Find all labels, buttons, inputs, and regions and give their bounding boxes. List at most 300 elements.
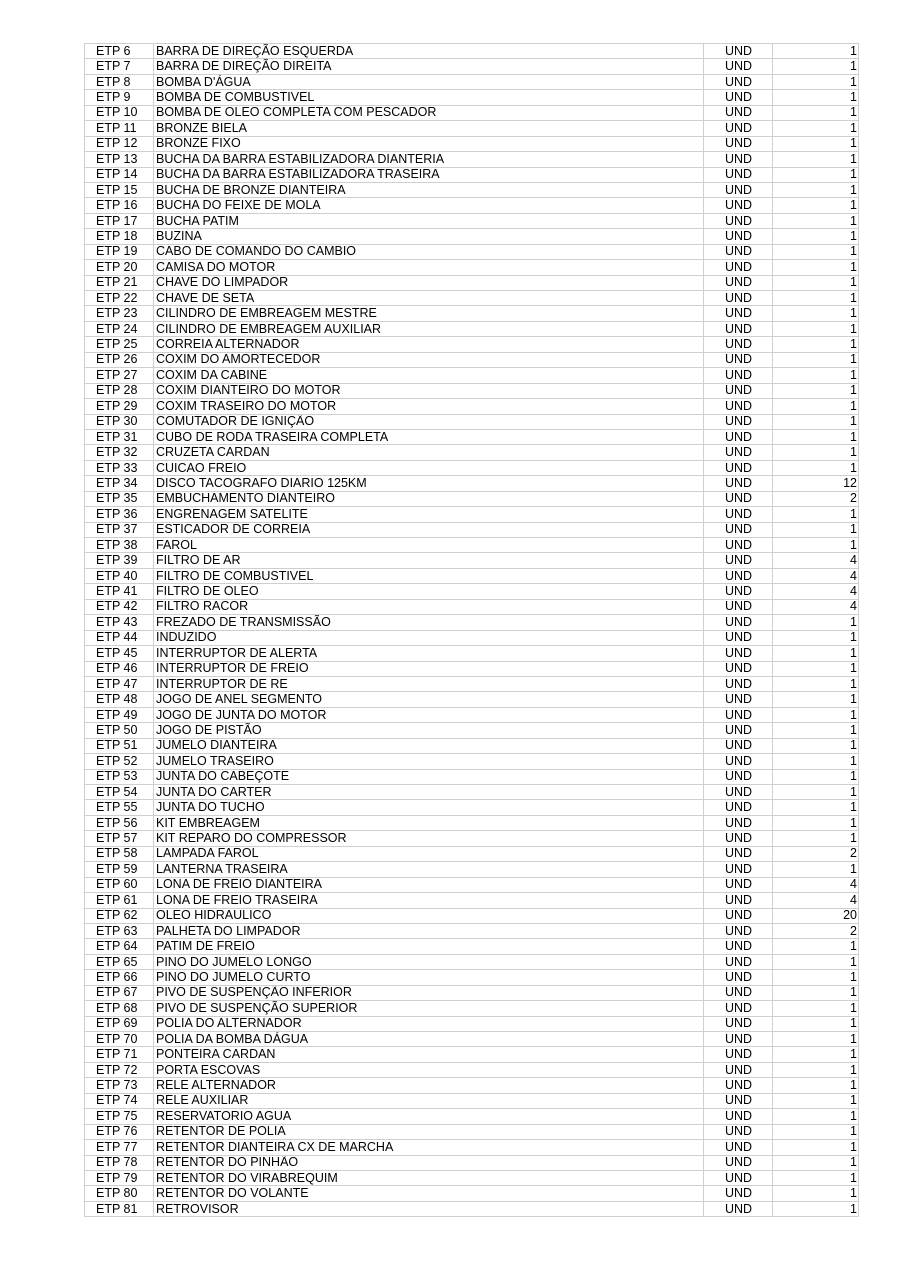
item-code: ETP 17 [85, 213, 154, 228]
item-unit: UND [704, 429, 773, 444]
item-unit: UND [704, 1140, 773, 1155]
item-description: POLIA DO ALTERNADOR [154, 1016, 704, 1031]
item-quantity: 1 [773, 1032, 859, 1047]
table-row [85, 1032, 859, 1047]
item-quantity: 1 [773, 429, 859, 444]
item-code: ETP 65 [85, 954, 154, 969]
item-description: JOGO DE JUNTA DO MOTOR [154, 707, 704, 722]
table-row [85, 167, 859, 182]
item-code: ETP 50 [85, 723, 154, 738]
table-row [85, 630, 859, 645]
item-unit: UND [704, 676, 773, 691]
item-quantity: 1 [773, 182, 859, 197]
item-quantity: 1 [773, 368, 859, 383]
item-code: ETP 55 [85, 800, 154, 815]
item-code: ETP 80 [85, 1186, 154, 1201]
item-description: FILTRO DE COMBUSTIVEL [154, 568, 704, 583]
item-unit: UND [704, 1109, 773, 1124]
item-unit: UND [704, 785, 773, 800]
item-description: PORTA ESCOVAS [154, 1062, 704, 1077]
item-unit: UND [704, 291, 773, 306]
item-unit: UND [704, 630, 773, 645]
table-row [85, 105, 859, 120]
item-code: ETP 27 [85, 368, 154, 383]
item-code: ETP 12 [85, 136, 154, 151]
table-row [85, 306, 859, 321]
item-quantity: 1 [773, 414, 859, 429]
item-quantity: 1 [773, 754, 859, 769]
item-description: CAMISA DO MOTOR [154, 260, 704, 275]
item-description: PATIM DE FREIO [154, 939, 704, 954]
table-row [85, 846, 859, 861]
item-code: ETP 32 [85, 445, 154, 460]
table-row [85, 229, 859, 244]
item-unit: UND [704, 1078, 773, 1093]
table-row [85, 1170, 859, 1185]
item-unit: UND [704, 368, 773, 383]
item-description: COXIM DO AMORTECEDOR [154, 352, 704, 367]
item-quantity: 1 [773, 399, 859, 414]
table-row [85, 182, 859, 197]
parts-table [84, 43, 859, 1217]
item-code: ETP 37 [85, 522, 154, 537]
item-code: ETP 62 [85, 908, 154, 923]
item-code: ETP 56 [85, 815, 154, 830]
item-description: PINO DO JUMELO CURTO [154, 970, 704, 985]
item-description: CILINDRO DE EMBREAGEM MESTRE [154, 306, 704, 321]
item-quantity: 1 [773, 167, 859, 182]
item-description: BOMBA DE OLEO COMPLETA COM PESCADOR [154, 105, 704, 120]
table-row [85, 198, 859, 213]
item-code: ETP 64 [85, 939, 154, 954]
table-row [85, 460, 859, 475]
item-unit: UND [704, 584, 773, 599]
table-row [85, 445, 859, 460]
item-description: INTERRUPTOR DE ALERTA [154, 646, 704, 661]
item-unit: UND [704, 661, 773, 676]
item-description: JUNTA DO CARTER [154, 785, 704, 800]
table-row [85, 661, 859, 676]
item-description: BUCHA DE BRONZE DIANTEIRA [154, 182, 704, 197]
table-row [85, 44, 859, 59]
item-code: ETP 78 [85, 1155, 154, 1170]
item-unit: UND [704, 213, 773, 228]
item-unit: UND [704, 275, 773, 290]
item-unit: UND [704, 105, 773, 120]
table-row [85, 74, 859, 89]
item-quantity: 1 [773, 1062, 859, 1077]
item-description: BARRA DE DIREÇÃO DIREITA [154, 59, 704, 74]
item-code: ETP 29 [85, 399, 154, 414]
table-row [85, 815, 859, 830]
table-row [85, 738, 859, 753]
item-unit: UND [704, 1062, 773, 1077]
item-code: ETP 77 [85, 1140, 154, 1155]
item-code: ETP 81 [85, 1201, 154, 1216]
item-quantity: 4 [773, 584, 859, 599]
item-code: ETP 34 [85, 476, 154, 491]
item-unit: UND [704, 846, 773, 861]
table-row [85, 383, 859, 398]
item-code: ETP 6 [85, 44, 154, 59]
item-quantity: 1 [773, 1186, 859, 1201]
item-description: RELE ALTERNADOR [154, 1078, 704, 1093]
item-description: COXIM DIANTEIRO DO MOTOR [154, 383, 704, 398]
item-quantity: 1 [773, 321, 859, 336]
item-quantity: 1 [773, 1093, 859, 1108]
item-code: ETP 49 [85, 707, 154, 722]
item-code: ETP 42 [85, 599, 154, 614]
item-description: CUBO DE RODA TRASEIRA COMPLETA [154, 429, 704, 444]
item-code: ETP 75 [85, 1109, 154, 1124]
item-code: ETP 70 [85, 1032, 154, 1047]
item-unit: UND [704, 1047, 773, 1062]
table-row [85, 1201, 859, 1216]
item-unit: UND [704, 167, 773, 182]
item-description: CORREIA ALTERNADOR [154, 337, 704, 352]
table-row [85, 152, 859, 167]
table-row [85, 615, 859, 630]
table-row [85, 769, 859, 784]
item-unit: UND [704, 260, 773, 275]
item-unit: UND [704, 538, 773, 553]
table-row [85, 862, 859, 877]
item-description: KIT REPARO DO COMPRESSOR [154, 831, 704, 846]
item-unit: UND [704, 1155, 773, 1170]
item-description: RETENTOR DO VOLANTE [154, 1186, 704, 1201]
item-description: FILTRO DE AR [154, 553, 704, 568]
item-quantity: 1 [773, 213, 859, 228]
item-unit: UND [704, 491, 773, 506]
item-quantity: 1 [773, 723, 859, 738]
item-quantity: 2 [773, 846, 859, 861]
item-code: ETP 48 [85, 692, 154, 707]
item-unit: UND [704, 939, 773, 954]
item-description: LONA DE FREIO TRASEIRA [154, 893, 704, 908]
table-row [85, 754, 859, 769]
table-row [85, 260, 859, 275]
item-description: BOMBA DE COMBUSTIVEL [154, 90, 704, 105]
table-row [85, 1047, 859, 1062]
item-quantity: 1 [773, 44, 859, 59]
item-unit: UND [704, 59, 773, 74]
item-code: ETP 31 [85, 429, 154, 444]
item-unit: UND [704, 615, 773, 630]
table-row [85, 121, 859, 136]
table-row [85, 831, 859, 846]
item-unit: UND [704, 90, 773, 105]
item-quantity: 4 [773, 893, 859, 908]
table-row [85, 213, 859, 228]
table-row [85, 337, 859, 352]
item-description: ESTICADOR DE CORREIA [154, 522, 704, 537]
item-quantity: 12 [773, 476, 859, 491]
item-quantity: 1 [773, 306, 859, 321]
item-unit: UND [704, 136, 773, 151]
table-row [85, 414, 859, 429]
table-row [85, 352, 859, 367]
item-code: ETP 15 [85, 182, 154, 197]
item-unit: UND [704, 754, 773, 769]
item-unit: UND [704, 769, 773, 784]
item-quantity: 1 [773, 522, 859, 537]
item-description: FAROL [154, 538, 704, 553]
item-description: BUCHA DA BARRA ESTABILIZADORA TRASEIRA [154, 167, 704, 182]
item-description: KIT EMBREAGEM [154, 815, 704, 830]
item-code: ETP 69 [85, 1016, 154, 1031]
item-unit: UND [704, 1001, 773, 1016]
table-row [85, 275, 859, 290]
item-quantity: 1 [773, 383, 859, 398]
table-row [85, 676, 859, 691]
item-quantity: 4 [773, 553, 859, 568]
item-quantity: 1 [773, 1140, 859, 1155]
item-code: ETP 33 [85, 460, 154, 475]
item-unit: UND [704, 383, 773, 398]
item-quantity: 1 [773, 1001, 859, 1016]
item-description: BRONZE BIELA [154, 121, 704, 136]
table-row [85, 1093, 859, 1108]
item-description: RETENTOR DIANTEIRA CX DE MARCHA [154, 1140, 704, 1155]
item-quantity: 1 [773, 445, 859, 460]
item-description: RELE AUXILIAR [154, 1093, 704, 1108]
table-row [85, 1186, 859, 1201]
item-quantity: 1 [773, 862, 859, 877]
item-quantity: 1 [773, 1109, 859, 1124]
item-description: PONTEIRA CARDAN [154, 1047, 704, 1062]
item-code: ETP 23 [85, 306, 154, 321]
item-quantity: 1 [773, 785, 859, 800]
item-code: ETP 47 [85, 676, 154, 691]
item-quantity: 1 [773, 661, 859, 676]
item-code: ETP 52 [85, 754, 154, 769]
item-quantity: 1 [773, 1155, 859, 1170]
table-row [85, 1109, 859, 1124]
item-quantity: 1 [773, 352, 859, 367]
item-quantity: 1 [773, 275, 859, 290]
item-description: LONA DE FREIO DIANTEIRA [154, 877, 704, 892]
item-code: ETP 7 [85, 59, 154, 74]
item-code: ETP 73 [85, 1078, 154, 1093]
item-unit: UND [704, 121, 773, 136]
item-code: ETP 44 [85, 630, 154, 645]
item-code: ETP 22 [85, 291, 154, 306]
item-quantity: 1 [773, 198, 859, 213]
item-code: ETP 26 [85, 352, 154, 367]
table-row [85, 59, 859, 74]
item-unit: UND [704, 877, 773, 892]
item-unit: UND [704, 723, 773, 738]
item-description: EMBUCHAMENTO DIANTEIRO [154, 491, 704, 506]
item-quantity: 1 [773, 831, 859, 846]
item-quantity: 1 [773, 707, 859, 722]
item-quantity: 1 [773, 800, 859, 815]
item-description: CILINDRO DE EMBREAGEM AUXILIAR [154, 321, 704, 336]
table-row [85, 923, 859, 938]
item-code: ETP 63 [85, 923, 154, 938]
table-row [85, 1016, 859, 1031]
item-code: ETP 51 [85, 738, 154, 753]
item-unit: UND [704, 44, 773, 59]
item-code: ETP 68 [85, 1001, 154, 1016]
table-row [85, 692, 859, 707]
item-code: ETP 18 [85, 229, 154, 244]
item-description: FILTRO DE OLEO [154, 584, 704, 599]
item-description: BUCHA DA BARRA ESTABILIZADORA DIANTERIA [154, 152, 704, 167]
item-code: ETP 10 [85, 105, 154, 120]
item-unit: UND [704, 182, 773, 197]
item-description: INDUZIDO [154, 630, 704, 645]
item-unit: UND [704, 229, 773, 244]
item-code: ETP 66 [85, 970, 154, 985]
item-code: ETP 43 [85, 615, 154, 630]
item-unit: UND [704, 74, 773, 89]
item-unit: UND [704, 707, 773, 722]
item-unit: UND [704, 399, 773, 414]
item-quantity: 1 [773, 738, 859, 753]
item-unit: UND [704, 954, 773, 969]
item-code: ETP 8 [85, 74, 154, 89]
item-unit: UND [704, 522, 773, 537]
item-code: ETP 35 [85, 491, 154, 506]
item-description: COXIM TRASEIRO DO MOTOR [154, 399, 704, 414]
item-description: BUCHA DO FEIXE DE MOLA [154, 198, 704, 213]
item-quantity: 2 [773, 923, 859, 938]
item-unit: UND [704, 970, 773, 985]
item-unit: UND [704, 738, 773, 753]
table-row [85, 1155, 859, 1170]
item-code: ETP 60 [85, 877, 154, 892]
item-code: ETP 61 [85, 893, 154, 908]
item-unit: UND [704, 1124, 773, 1139]
item-description: JUNTA DO TUCHO [154, 800, 704, 815]
item-code: ETP 71 [85, 1047, 154, 1062]
item-description: RETENTOR DO PINHÃO [154, 1155, 704, 1170]
item-description: FREZADO DE TRANSMISSÃO [154, 615, 704, 630]
item-description: OLEO HIDRAULICO [154, 908, 704, 923]
item-quantity: 1 [773, 136, 859, 151]
item-unit: UND [704, 1170, 773, 1185]
table-row [85, 800, 859, 815]
item-unit: UND [704, 553, 773, 568]
item-quantity: 1 [773, 59, 859, 74]
table-row [85, 985, 859, 1000]
item-code: ETP 20 [85, 260, 154, 275]
item-unit: UND [704, 923, 773, 938]
table-row [85, 707, 859, 722]
table-row [85, 244, 859, 259]
item-unit: UND [704, 445, 773, 460]
item-description: ENGRENAGEM SATELITE [154, 507, 704, 522]
item-description: INTERRUPTOR DE RE [154, 676, 704, 691]
table-row [85, 723, 859, 738]
table-row [85, 908, 859, 923]
table-row [85, 368, 859, 383]
item-quantity: 1 [773, 538, 859, 553]
item-quantity: 1 [773, 1201, 859, 1216]
item-description: JUMELO DIANTEIRA [154, 738, 704, 753]
table-row [85, 584, 859, 599]
table-row [85, 785, 859, 800]
item-quantity: 1 [773, 985, 859, 1000]
item-unit: UND [704, 244, 773, 259]
item-code: ETP 13 [85, 152, 154, 167]
item-description: BRONZE FIXO [154, 136, 704, 151]
item-quantity: 1 [773, 74, 859, 89]
table-row [85, 90, 859, 105]
item-description: CUICAO FREIO [154, 460, 704, 475]
item-quantity: 1 [773, 229, 859, 244]
table-row [85, 538, 859, 553]
item-description: RETROVISOR [154, 1201, 704, 1216]
table-row [85, 553, 859, 568]
item-code: ETP 58 [85, 846, 154, 861]
item-unit: UND [704, 1093, 773, 1108]
item-code: ETP 46 [85, 661, 154, 676]
item-description: JOGO DE PISTÃO [154, 723, 704, 738]
item-code: ETP 72 [85, 1062, 154, 1077]
parts-table-body [85, 44, 859, 1217]
table-row [85, 970, 859, 985]
item-unit: UND [704, 337, 773, 352]
item-quantity: 1 [773, 90, 859, 105]
item-code: ETP 79 [85, 1170, 154, 1185]
item-quantity: 1 [773, 152, 859, 167]
item-code: ETP 19 [85, 244, 154, 259]
table-row [85, 1078, 859, 1093]
item-unit: UND [704, 862, 773, 877]
item-description: LANTERNA TRASEIRA [154, 862, 704, 877]
item-code: ETP 11 [85, 121, 154, 136]
table-row [85, 877, 859, 892]
item-unit: UND [704, 568, 773, 583]
item-description: JUMELO TRASEIRO [154, 754, 704, 769]
item-unit: UND [704, 1186, 773, 1201]
item-description: BUZINA [154, 229, 704, 244]
item-unit: UND [704, 507, 773, 522]
item-quantity: 1 [773, 646, 859, 661]
table-row [85, 522, 859, 537]
table-row [85, 939, 859, 954]
item-quantity: 1 [773, 1047, 859, 1062]
item-quantity: 4 [773, 599, 859, 614]
item-code: ETP 41 [85, 584, 154, 599]
item-unit: UND [704, 321, 773, 336]
item-quantity: 1 [773, 615, 859, 630]
item-quantity: 1 [773, 692, 859, 707]
item-description: FILTRO RACOR [154, 599, 704, 614]
item-unit: UND [704, 152, 773, 167]
item-code: ETP 59 [85, 862, 154, 877]
item-code: ETP 16 [85, 198, 154, 213]
item-code: ETP 21 [85, 275, 154, 290]
item-description: JUNTA DO CABEÇOTE [154, 769, 704, 784]
item-description: BARRA DE DIREÇÃO ESQUERDA [154, 44, 704, 59]
item-unit: UND [704, 414, 773, 429]
item-description: CABO DE COMANDO DO CAMBIO [154, 244, 704, 259]
item-quantity: 1 [773, 1124, 859, 1139]
item-code: ETP 74 [85, 1093, 154, 1108]
item-unit: UND [704, 476, 773, 491]
item-unit: UND [704, 815, 773, 830]
item-unit: UND [704, 646, 773, 661]
item-unit: UND [704, 1201, 773, 1216]
table-row [85, 429, 859, 444]
item-code: ETP 57 [85, 831, 154, 846]
item-unit: UND [704, 352, 773, 367]
item-quantity: 1 [773, 939, 859, 954]
item-description: PINO DO JUMELO LONGO [154, 954, 704, 969]
